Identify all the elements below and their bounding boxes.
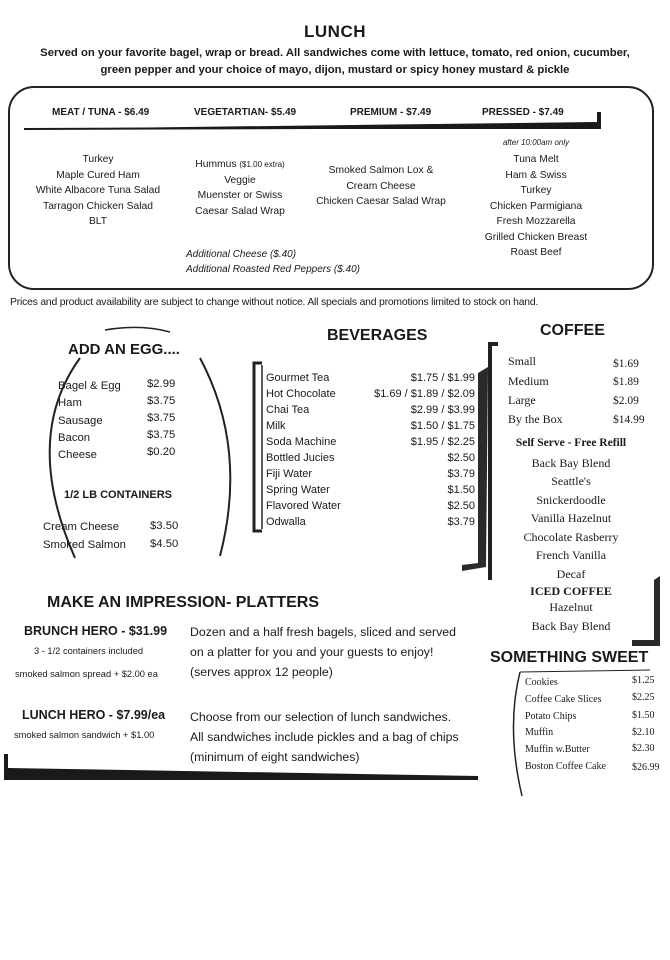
- beverage-name: Soda Machine: [266, 436, 337, 448]
- iced-flavor: Back Bay Blend: [531, 619, 611, 633]
- container-item-name: Cream Cheese: [43, 521, 119, 533]
- category-premium: PREMIUM - $7.49: [350, 107, 432, 118]
- menu-item: Tuna Melt: [513, 154, 559, 165]
- egg-item-price: $2.99: [147, 378, 176, 390]
- sweet-item-price: $2.10: [632, 727, 655, 738]
- menu-item: Maple Cured Ham: [56, 169, 140, 181]
- lunch-hero-note: smoked salmon sandwich + $1.00: [14, 730, 155, 740]
- category-meat-tuna: MEAT / TUNA - $6.49: [52, 107, 150, 118]
- beverage-price: $3.79: [447, 468, 475, 480]
- sweet-item-price: $1.50: [632, 710, 655, 721]
- coffee-size-name: Medium: [508, 374, 549, 388]
- something-sweet-title: SOMETHING SWEET: [490, 649, 649, 666]
- sweet-item-name: Boston Coffee Cake: [525, 761, 606, 772]
- description-line: All sandwiches include pickles and a bag of chips: [190, 730, 459, 744]
- veg-items: [182, 157, 298, 219]
- egg-item-price: $3.75: [147, 412, 176, 424]
- platters-title: MAKE AN IMPRESSION- PLATTERS: [47, 594, 320, 611]
- coffee-size-price: $1.69: [613, 358, 639, 370]
- beverage-price: $2.50: [447, 452, 475, 464]
- menu-item: Grilled Chicken Breast: [484, 231, 588, 243]
- coffee-flavor: Chocolate Rasberry: [523, 530, 619, 544]
- menu-item: White Albacore Tuna Salad: [35, 185, 161, 196]
- coffee-flavor: French Vanilla: [535, 548, 607, 562]
- coffee-flavor: Back Bay Blend: [531, 456, 611, 470]
- coffee-size-name: Large: [508, 393, 536, 407]
- egg-item-name: Ham: [58, 397, 82, 409]
- description-line: on a platter for you and your guests to enjoy!: [190, 645, 434, 659]
- container-item-price: $4.50: [150, 538, 179, 550]
- pressed-items: [466, 137, 606, 261]
- brunch-hero-note: smoked salmon spread + $2.00 ea: [15, 669, 158, 679]
- beverage-name: Chai Tea: [266, 404, 310, 416]
- egg-item-name: Sausage: [58, 415, 103, 427]
- sweet-frame: [500, 668, 670, 808]
- description-line: Choose from our selection of lunch sandwiches.: [190, 710, 452, 724]
- description-line: Dozen and a half fresh bagels, sliced and served: [190, 625, 456, 639]
- beverage-price: $1.75 / $1.99: [410, 372, 475, 384]
- menu-item: Cream Cheese: [346, 180, 416, 192]
- egg-item-name: Cheese: [58, 449, 97, 461]
- menu-item: Chicken Parmigiana: [489, 200, 583, 212]
- menu-item: Veggie: [224, 174, 256, 186]
- coffee-size-name: Small: [508, 354, 537, 368]
- menu-item: Hummus: [195, 159, 237, 170]
- sweet-item-name: Muffin: [525, 727, 554, 738]
- meat-items: [28, 152, 168, 230]
- beverage-name: Gourmet Tea: [266, 372, 330, 384]
- egg-item-price: $3.75: [147, 429, 176, 441]
- iced-flavor: Hazelnut: [549, 600, 593, 614]
- beverage-price: $2.50: [447, 500, 475, 512]
- menu-item: BLT: [88, 216, 108, 227]
- category-vegetarian: VEGETARTIAN- $5.49: [194, 107, 297, 118]
- menu-item: Ham & Swiss: [505, 169, 567, 181]
- menu-item: Turkey: [82, 154, 114, 165]
- menu-item: Smoked Salmon Lox &: [328, 165, 434, 176]
- menu-item: Muenster or Swiss: [197, 190, 283, 201]
- menu-item-hummus: [182, 157, 298, 173]
- pressed-note: after 10:00am only: [502, 138, 570, 147]
- beverage-price: $2.99 / $3.99: [410, 404, 475, 416]
- menu-item: Chicken Caesar Salad Wrap: [316, 196, 446, 207]
- coffee-size-name: By the Box: [508, 412, 563, 426]
- sweet-item-price: $26.99: [632, 762, 660, 773]
- beverage-price: $1.69 / $1.89 / $2.09: [374, 388, 475, 400]
- coffee-size-price: $2.09: [613, 395, 639, 407]
- beverage-name: Hot Chocolate: [266, 388, 336, 400]
- beverage-price: $1.50: [447, 484, 475, 496]
- platters-underline: [2, 752, 482, 782]
- egg-item-price: $3.75: [147, 395, 176, 407]
- egg-item-name: Bagel & Egg: [58, 380, 121, 392]
- sweet-item-price: $1.25: [632, 675, 655, 686]
- lunch-subtitle-line2: green pepper and your choice of mayo, dijon, mustard or spicy honey mustard & pickle: [100, 64, 570, 76]
- coffee-size-price: $14.99: [613, 414, 645, 426]
- containers-title: 1/2 LB CONTAINERS: [64, 489, 172, 501]
- self-serve-title: Self Serve - Free Refill: [515, 437, 627, 449]
- beverages-title: BEVERAGES: [327, 327, 428, 344]
- sweet-item-name: Coffee Cake Slices: [525, 694, 602, 705]
- menu-item: Caesar Salad Wrap: [195, 205, 285, 217]
- premium-items: [306, 163, 456, 210]
- egg-item-price: $0.20: [147, 446, 176, 458]
- brunch-hero-note: 3 - 1/2 containers included: [34, 646, 144, 656]
- lunch-hero-name: LUNCH HERO - $7.99/ea: [22, 708, 166, 722]
- lunch-subtitle: [14, 45, 656, 79]
- beverage-name: Milk: [266, 420, 286, 432]
- description-line: (minimum of eight sandwiches): [190, 750, 360, 764]
- add-egg-title: ADD AN EGG....: [68, 341, 180, 358]
- lunch-subtitle-line1: Served on your favorite bagel, wrap or bread. All sandwiches come with lettuce, tomato, red onion, cucumber,: [40, 47, 630, 59]
- egg-item-name: Bacon: [58, 432, 91, 444]
- coffee-flavor: Seattle's: [551, 474, 591, 488]
- beverage-name: Odwalla: [266, 516, 306, 528]
- description-line: (serves approx 12 people): [190, 665, 333, 679]
- sweet-item-price: $2.30: [632, 743, 655, 754]
- additional-cheese: Additional Cheese ($.40): [186, 249, 297, 260]
- category-pressed: PRESSED - $7.49: [482, 107, 564, 118]
- menu-item: Turkey: [520, 185, 552, 196]
- additional-peppers: Additional Roasted Red Peppers ($.40): [186, 264, 360, 275]
- beverage-price: $1.50 / $1.75: [410, 420, 475, 432]
- sweet-item-name: Muffin w.Butter: [525, 744, 590, 755]
- coffee-flavor: Decaf: [556, 567, 586, 581]
- sweet-item-price: $2.25: [632, 692, 655, 703]
- menu-item: Tarragon Chicken Salad: [43, 200, 153, 212]
- coffee-flavor: Snickerdoodle: [536, 493, 606, 507]
- container-item-price: $3.50: [150, 520, 179, 532]
- beverage-name: Fiji Water: [266, 468, 313, 480]
- coffee-size-price: $1.89: [613, 376, 639, 388]
- beverage-name: Bottled Jucies: [266, 452, 335, 464]
- lunch-title: LUNCH: [304, 22, 366, 41]
- coffee-flavor: Vanilla Hazelnut: [530, 511, 612, 525]
- sweet-item-name: Potato Chips: [525, 711, 577, 722]
- menu-item: Fresh Mozzarella: [496, 216, 576, 227]
- beverage-name: Spring Water: [266, 484, 330, 496]
- coffee-title: COFFEE: [540, 322, 605, 339]
- container-item-name: Smoked Salmon: [43, 539, 126, 551]
- brunch-hero-description: [190, 622, 456, 682]
- iced-coffee-title: ICED COFFEE: [530, 584, 612, 598]
- beverage-price: $3.79: [447, 516, 475, 528]
- beverage-price: $1.95 / $2.25: [410, 436, 475, 448]
- sweet-item-name: Cookies: [525, 677, 558, 688]
- beverage-name: Flavored Water: [266, 500, 341, 512]
- menu-item: Roast Beef: [510, 247, 562, 258]
- brunch-hero-name: BRUNCH HERO - $31.99: [24, 624, 168, 638]
- disclaimer: Prices and product availability are subject to change without notice. All specials and promotions limited to stock on hand.: [10, 297, 539, 308]
- hummus-extra-note: ($1.00 extra): [239, 160, 285, 169]
